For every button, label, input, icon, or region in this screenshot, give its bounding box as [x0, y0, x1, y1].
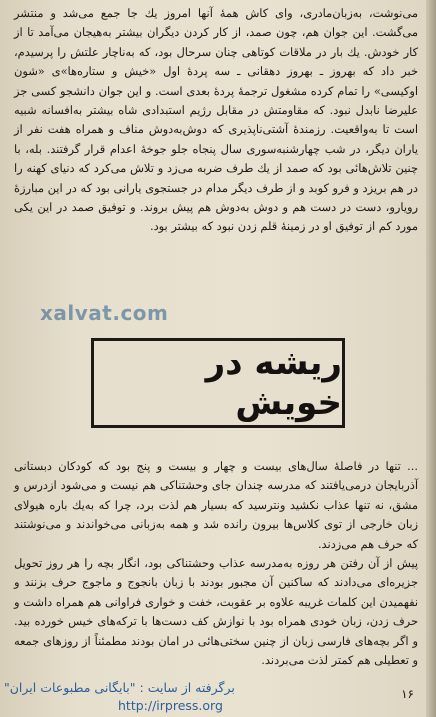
paragraph: ... تنها در فاصلهٔ سال‌های بیست و چهار و بیست و پنج بود که کودکان دبستانی آذربایجان درمی‌یافتند که مدرسه چندان جای وحشتناکی هم نیست و می‌شود ازدرس و مشق، نه تنها عذاب نکشید ونترسید که بسیار هم لذت برد، چرا که به‌یك باره هیولای زبان خارجی از توی کلاس‌ها بیرون رانده شد و همه به‌زبانی می‌خواندند و می‌نوشتند که حرف هم می‌زدند. [14, 459, 418, 551]
page-number: ۱۶ [401, 687, 414, 701]
bottom-text-block [14, 457, 418, 670]
section-title-box [91, 338, 345, 428]
footer [0, 677, 436, 717]
source-url-link[interactable]: http://irpress.org [118, 698, 223, 713]
source-credit: برگرفته از سایت : "بایگانی مطبوعات ایران" [4, 680, 235, 695]
top-text-block [14, 4, 418, 237]
paragraph: می‌نوشت، به‌زبان‌مادری، وای کاش همهٔ آنها امروز یك جا جمع می‌شد و منتشر می‌گشت. این جوان هم، چون صمد، از کار کردن دیگران بیشتر به‌هیجان می‌آمد تا از کار خودش. یك بار در ملاقات کوتاهی چنان سرحال بود، که به‌ناچار علتش را پرسیدم، خبر داد که بهروز ـ بهروز دهقانی ـ سه پردهٔ اول «خیش و ستاره‌ها»ی «شون اوکیسی» را تمام کرده مشغول ترجمهٔ پردهٔ بعدی است. و این جوان دانشجو کسی جز علیرضا نابدل نبود. که مقاومتش در مقابل رژیم استبدادی شاه بیشتر به‌افسانه شبیه است تا به‌واقعیت. رزمندهٔ آشتی‌ناپذیری که دوش‌به‌دوش مناف و همراه هفت نفر از یاران دیگر، در شب چهارشنبه‌سوری سال پنجاه جلو جوخهٔ اعدام قرار گرفتند. بله، با چنین تلاش‌هائی بود که صمد از یك طرف ضربه می‌زد و تلاش می‌کرد که دنیای کهنه را در هم بریزد و فرو کوبد و از طرف دیگر مدام در جستجوی یارانی بود که در این مبارزهٔ رویارو، دست در دست هم و دوش به‌دوش هم پیش بروند. و توفیق صمد در این یکی مورد کم از توفیق او در زمینهٔ قلم زدن نبود که بیشتر بود. [14, 6, 418, 234]
paragraph: پیش از آن رفتن هر روزه به‌مدرسه عذاب وحشتناکی بود، انگار بچه را هر روز تحویل جزیره‌ای می‌دادند که ساکنین آن مجبور بودند با زبان بانجوج و ماجوج حرف بزنند و نفهمیدن این کلمات غریبه علاوه بر عقوبت، خفت و خواری فراوانی هم همراه داشت و حرف زدن، زبان خودی همراه بود با نوازش کف دست‌ها با ترکه‌های خیس خورده بید. و اگر بچه‌های فارسی زبان از چنین سختی‌هائی در امان بودند مطمئناً از روزهای جمعه و تعطیلی هم کمتر لذت می‌بردند. [14, 556, 418, 668]
section-title: ریشه در خویش [205, 343, 342, 423]
watermark-text: xalvat.com [40, 301, 169, 325]
page-spine-shadow [426, 0, 436, 717]
